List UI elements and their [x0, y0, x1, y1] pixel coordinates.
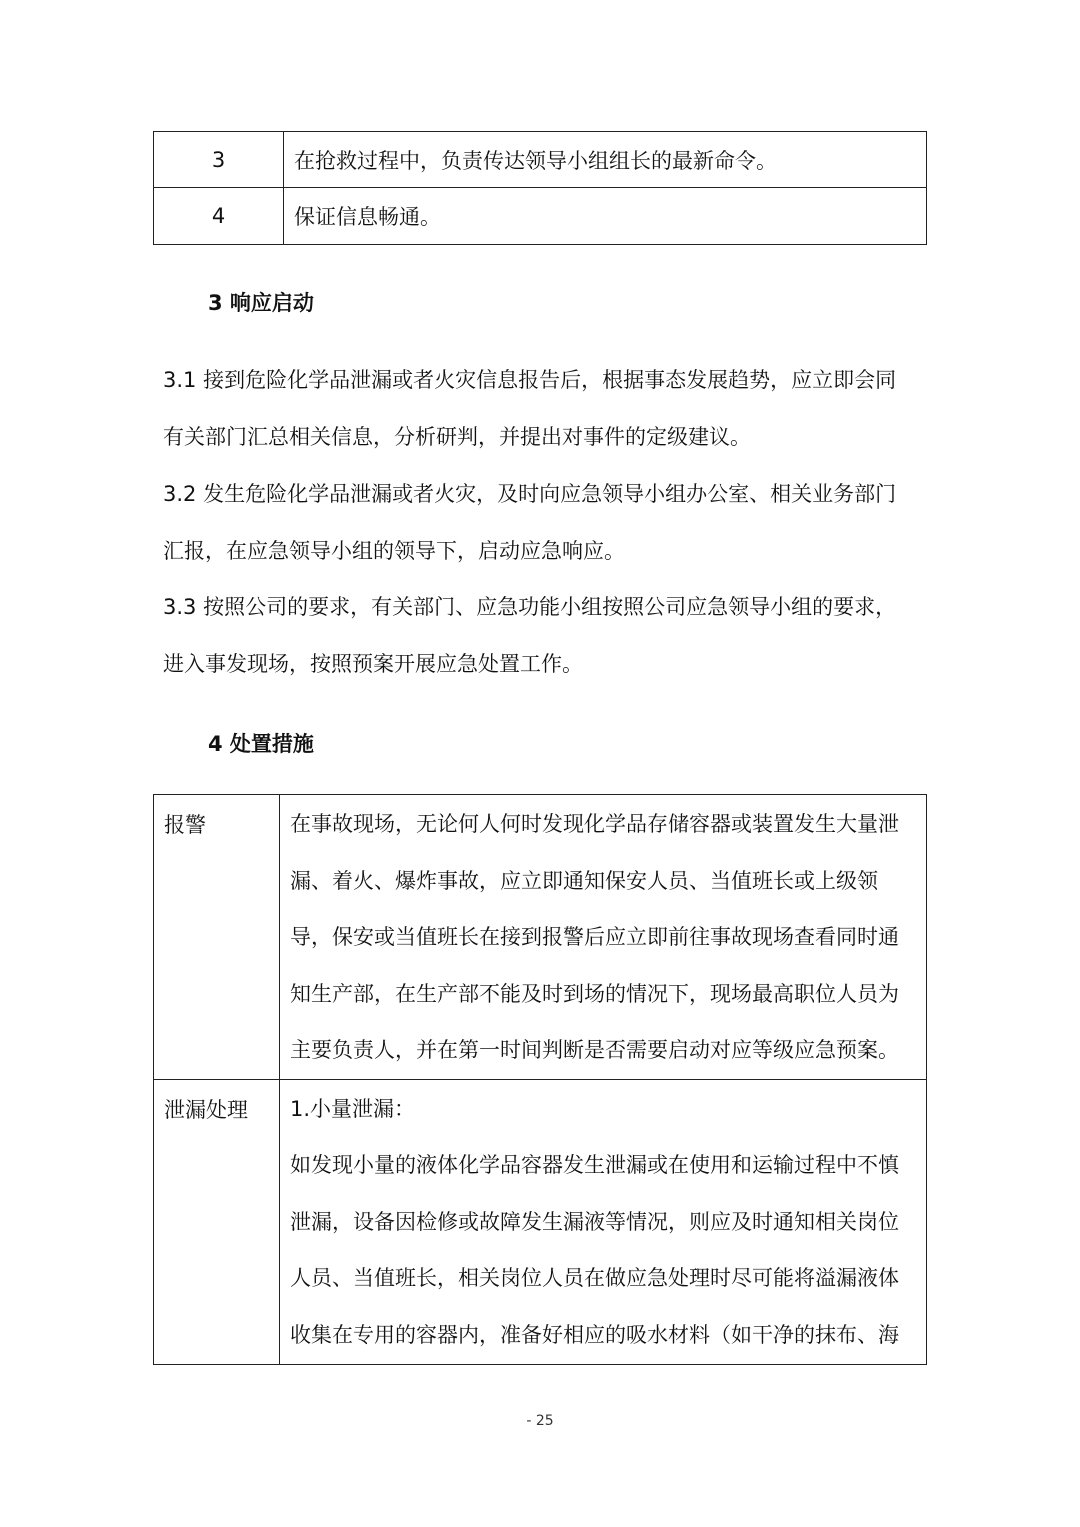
- alarm-cell: [280, 795, 927, 1080]
- paragraph-3-1: 3.1 接到危险化学品泄漏或者火灾信息报告后，根据事态发展趋势，应立即会同 有关部门汇总相关信息，分析研判，并提出对事件的定级建议。: [163, 368, 897, 449]
- paragraph-3-3: 3.3 按照公司的要求，有关部门、应急功能小组按照公司应急领导小组的要求， 进入事发现场，按照预案开展应急处置工作。: [163, 595, 897, 676]
- row-text: 在抢救过程中，负责传达领导小组组长的最新命令。: [284, 132, 927, 188]
- table-row-leak: [154, 1079, 927, 1364]
- paragraph-3-2: 3.2 发生危险化学品泄漏或者火灾，及时向应急领导小组办公室、相关业务部门 汇报，在应急领导小组的领导下，启动应急响应。: [163, 482, 897, 563]
- leak-cell: [280, 1079, 927, 1364]
- page-number: - 25: [526, 1413, 554, 1429]
- leak-content: 如发现小量的液体化学品容器发生泄漏或在使用和运输过程中不慎 泄漏，设备因检修或故障发生漏液等情况，则应及时通知相关岗位 人员、当值班长，相关岗位人员在做应急处理时尽可能将溢漏液体 收集在专用的容器内，准备好相应的吸水材料（如干净的抹布、海: [290, 1153, 899, 1347]
- leak-subheading: 1.小量泄漏：: [290, 1096, 416, 1121]
- table-row: [154, 188, 927, 245]
- row-text: 保证信息畅通。: [284, 188, 927, 245]
- alarm-content: 在事故现场，无论何人何时发现化学品存储容器或装置发生大量泄 漏、着火、爆炸事故，应立即通知保安人员、当值班长或上级领 导，保安或当值班长在接到报警后应立即前往事故现场查看同时通 知生产部，在生产部不能及时到场的情况下，现场最高职位人员为 主要负责人，并在第一时间判断是否需要启动对应等级应急预案。: [290, 812, 899, 1062]
- measures-table: [153, 794, 927, 1365]
- row-number: 3: [154, 132, 284, 188]
- leak-label: 泄漏处理: [154, 1079, 280, 1364]
- responsibility-table: [153, 131, 927, 245]
- section-4-heading: 4 处置措施: [208, 732, 314, 756]
- table-row: [154, 132, 927, 188]
- table-row-alarm: [154, 795, 927, 1080]
- section-3-heading: 3 响应启动: [208, 291, 314, 315]
- row-number: 4: [154, 188, 284, 245]
- alarm-label: 报警: [154, 795, 280, 1080]
